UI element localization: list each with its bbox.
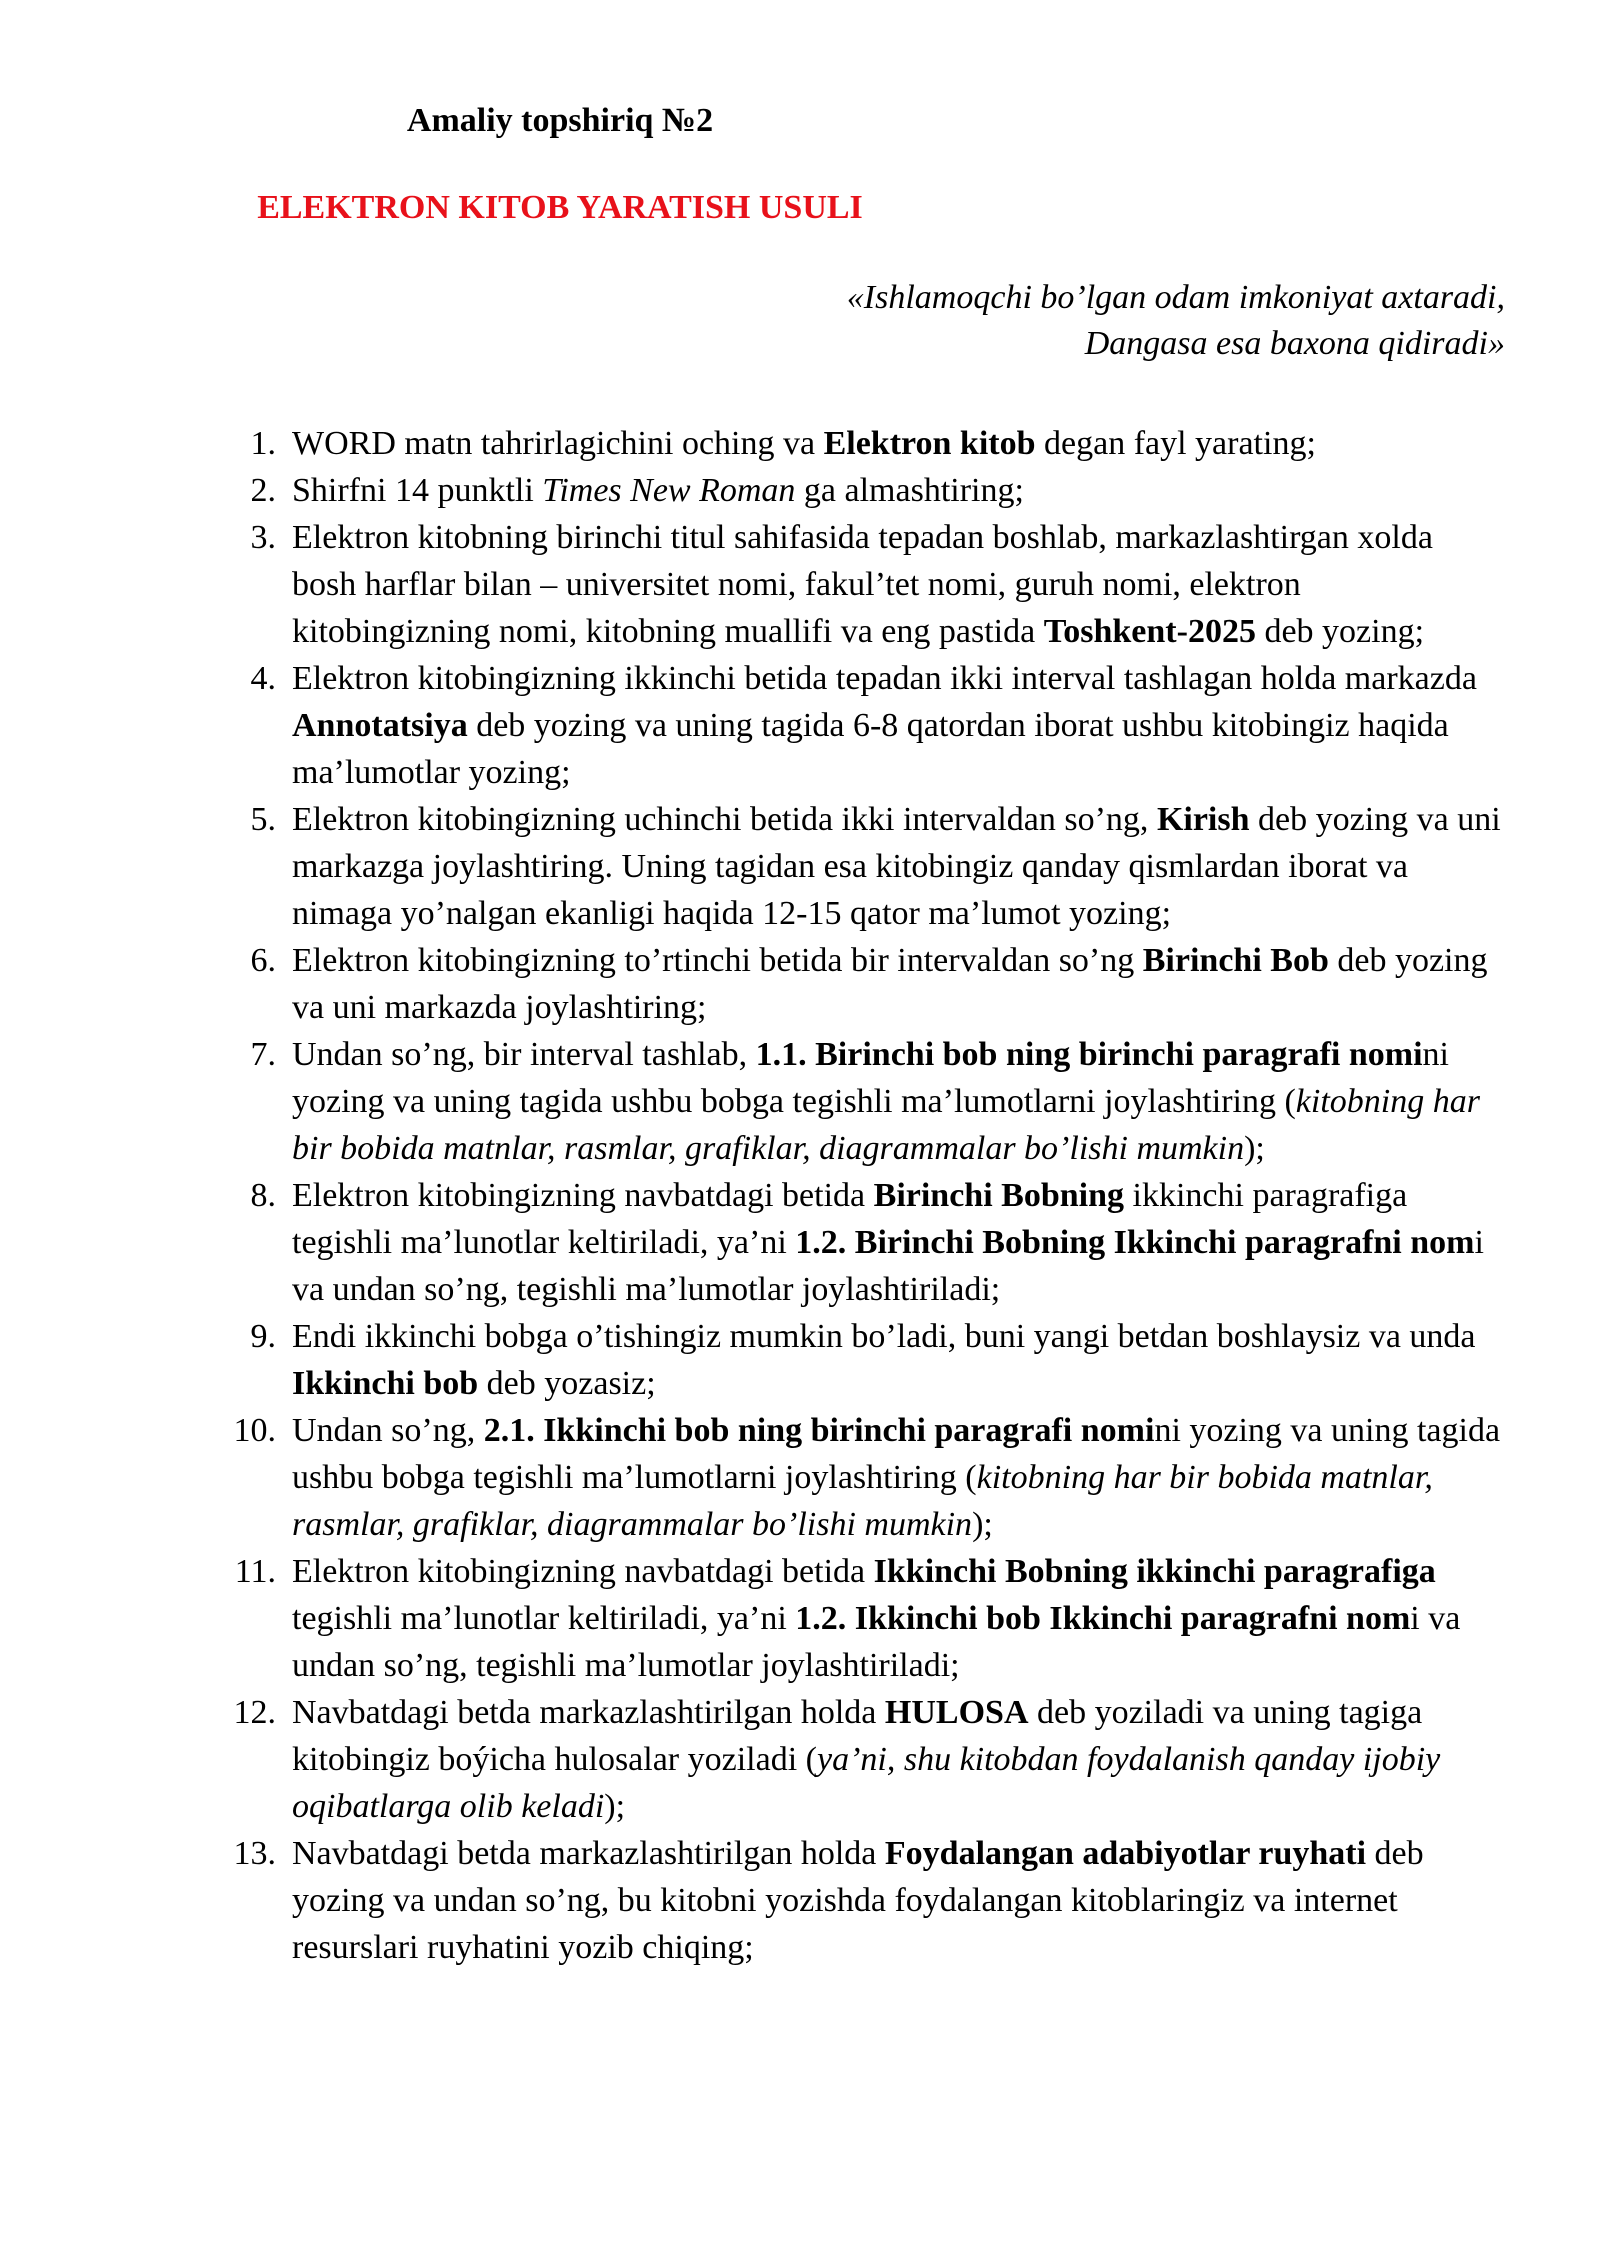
list-item	[240, 937, 1505, 1031]
list-item	[240, 420, 1505, 467]
list-item-number: 7.	[250, 1036, 276, 1073]
task-list	[233, 420, 1505, 1971]
list-item-text: deb yozing va undan so’ng, bu kitobni yozishda foydalangan kitoblaringiz va internet resurslari ruyhatini yozib chiqing;	[292, 1835, 1424, 1966]
list-item	[233, 1689, 1505, 1830]
list-item-number: 13.	[233, 1835, 276, 1872]
list-item-number: 3.	[250, 519, 276, 556]
epigraph-line: Dangasa esa baxona qidiradi»	[1084, 325, 1505, 362]
list-item-text: deb yozing va uning tagida 6-8 qatordan iborat ushbu kitobingiz haqida ma’lumotlar yozing;	[292, 707, 1449, 791]
list-item-number: 8.	[250, 1177, 276, 1214]
bold-text: Elektron kitob	[823, 425, 1036, 462]
list-item-text: Undan so’ng, bir interval tashlab,	[292, 1036, 756, 1073]
list-item-text: tegishli ma’lunotlar keltiriladi, ya’ni	[292, 1600, 796, 1637]
bold-text: 2.1. Ikkinchi bob ning birinchi paragrafi nomi	[483, 1412, 1155, 1449]
bold-text: Birinchi Bob	[1142, 942, 1329, 979]
bold-text: Foydalangan adabiyotlar ruyhati	[884, 1835, 1367, 1872]
list-item-text: Elektron kitobning birinchi titul sahifasida tepadan boshlab, markazlashtirgan xolda bosh harflar bilan – universitet nomi, fakul’tet nomi, guruh nomi, elektron kitobingizning nomi, kitobning muallifi va eng pastida	[292, 519, 1433, 650]
list-item-number: 12.	[233, 1694, 276, 1731]
list-item-number: 11.	[234, 1553, 276, 1590]
italic-text: kitobning har bir bobida matnlar, rasmlar, grafiklar, diagrammalar bo’lishi mumkin	[292, 1083, 1480, 1167]
bold-text: HULOSA	[884, 1694, 1029, 1731]
list-item-number: 10.	[233, 1412, 276, 1449]
bold-text: Birinchi Bobning	[873, 1177, 1125, 1214]
list-item-text: Elektron kitobingizning to’rtinchi betida bir intervaldan so’ng	[292, 942, 1143, 979]
list-item-text: Undan so’ng,	[292, 1412, 484, 1449]
list-item	[240, 1172, 1505, 1313]
list-item-text: );	[1244, 1130, 1265, 1167]
list-item-number: 6.	[250, 942, 276, 979]
bold-text: Kirish	[1156, 801, 1250, 838]
list-item-text: degan fayl yarating;	[1035, 425, 1316, 462]
list-item-text: i va undan so’ng, tegishli ma’lumotlar joylashtiriladi;	[292, 1600, 1461, 1684]
list-item	[233, 1830, 1505, 1971]
list-item-text: ni yozing va uning tagida ushbu bobga tegishli ma’lumotlarni joylashtiring (	[292, 1412, 1501, 1496]
document-subtitle: ELEKTRON KITOB YARATISH USULI	[257, 189, 863, 226]
list-item-text: Elektron kitobingizning ikkinchi betida tepadan ikki interval tashlagan holda markazda	[292, 660, 1477, 697]
epigraph-line: «Ishlamoqchi bo’lgan odam imkoniyat axtaradi,	[846, 279, 1505, 316]
list-item-text: Elektron kitobingizning uchinchi betida ikki intervaldan so’ng,	[292, 801, 1157, 838]
italic-text: Times New Roman	[542, 472, 796, 509]
list-item-number: 1.	[250, 425, 276, 462]
list-item-text: Shirfni 14 punktli	[292, 472, 543, 509]
list-item-text: Elektron kitobingizning navbatdagi betida	[292, 1177, 874, 1214]
bold-text: Ikkinchi Bobning ikkinchi paragrafiga	[873, 1553, 1436, 1590]
list-item-text: Elektron kitobingizning navbatdagi betida	[292, 1553, 874, 1590]
list-item	[240, 796, 1505, 937]
list-item	[233, 1407, 1505, 1548]
list-item-text: deb yozasiz;	[478, 1365, 656, 1402]
document-title: Amaliy topshiriq №2	[406, 102, 714, 139]
list-item-number: 5.	[250, 801, 276, 838]
list-item-text: ga almashtiring;	[795, 472, 1024, 509]
list-item-text: deb yozing va uni markazda joylashtiring;	[292, 942, 1488, 1026]
bold-text: 1.2. Ikkinchi bob Ikkinchi paragrafni nom	[795, 1600, 1411, 1637]
bold-text: Annotatsiya	[292, 707, 468, 744]
list-item	[240, 655, 1505, 796]
list-item-text: Endi ikkinchi bobga o’tishingiz mumkin bo’ladi, buni yangi betdan boshlaysiz va unda	[292, 1318, 1476, 1355]
list-item-text: ikkinchi paragrafiga tegishli ma’lunotlar keltiriladi, ya’ni	[292, 1177, 1408, 1261]
list-item-text: );	[604, 1788, 626, 1825]
list-item-text: Navbatdagi betda markazlashtirilgan holda	[292, 1694, 885, 1731]
list-item-number: 9.	[250, 1318, 276, 1355]
list-item-number: 2.	[250, 472, 276, 509]
list-item	[234, 1548, 1505, 1689]
list-item-text: );	[972, 1506, 993, 1543]
epigraph	[847, 275, 1505, 367]
list-item-number: 4.	[250, 660, 276, 697]
bold-text: Ikkinchi bob	[292, 1365, 479, 1402]
list-item-text: deb yozing;	[1255, 613, 1425, 650]
list-item	[240, 514, 1505, 655]
italic-text: kitobning har bir bobida matnlar, rasmlar, grafiklar, diagrammalar bo’lishi mumkin	[292, 1459, 1433, 1543]
list-item-text: WORD matn tahrirlagichini oching va	[292, 425, 824, 462]
list-item	[240, 1313, 1505, 1407]
list-item-text: Navbatdagi betda markazlashtirilgan holda	[292, 1835, 885, 1872]
bold-text: Toshkent-2025	[1043, 613, 1256, 650]
list-item	[240, 1031, 1505, 1172]
bold-text: 1.1. Birinchi bob ning birinchi paragrafi nomi	[755, 1036, 1423, 1073]
italic-text: ya’ni, shu kitobdan foydalanish qanday ijobiy oqibatlarga olib keladi	[292, 1741, 1441, 1825]
list-item	[240, 467, 1505, 514]
list-item-text: ni yozing va uning tagida ushbu bobga tegishli ma’lumotlarni joylashtiring (	[292, 1036, 1449, 1120]
list-item-text: deb yoziladi va uning tagiga kitobingiz boýicha hulosalar yoziladi (	[292, 1694, 1423, 1778]
bold-text: 1.2. Birinchi Bobning Ikkinchi paragrafni nom	[795, 1224, 1475, 1261]
list-item-text: i va undan so’ng, tegishli ma’lumotlar joylashtiriladi;	[292, 1224, 1484, 1308]
list-item-text: deb yozing va uni markazga joylashtiring. Uning tagidan esa kitobingiz qanday qismlardan iborat va nimaga yo’nalgan ekanligi haqida 12-15 qator ma’lumot yozing;	[292, 801, 1501, 932]
